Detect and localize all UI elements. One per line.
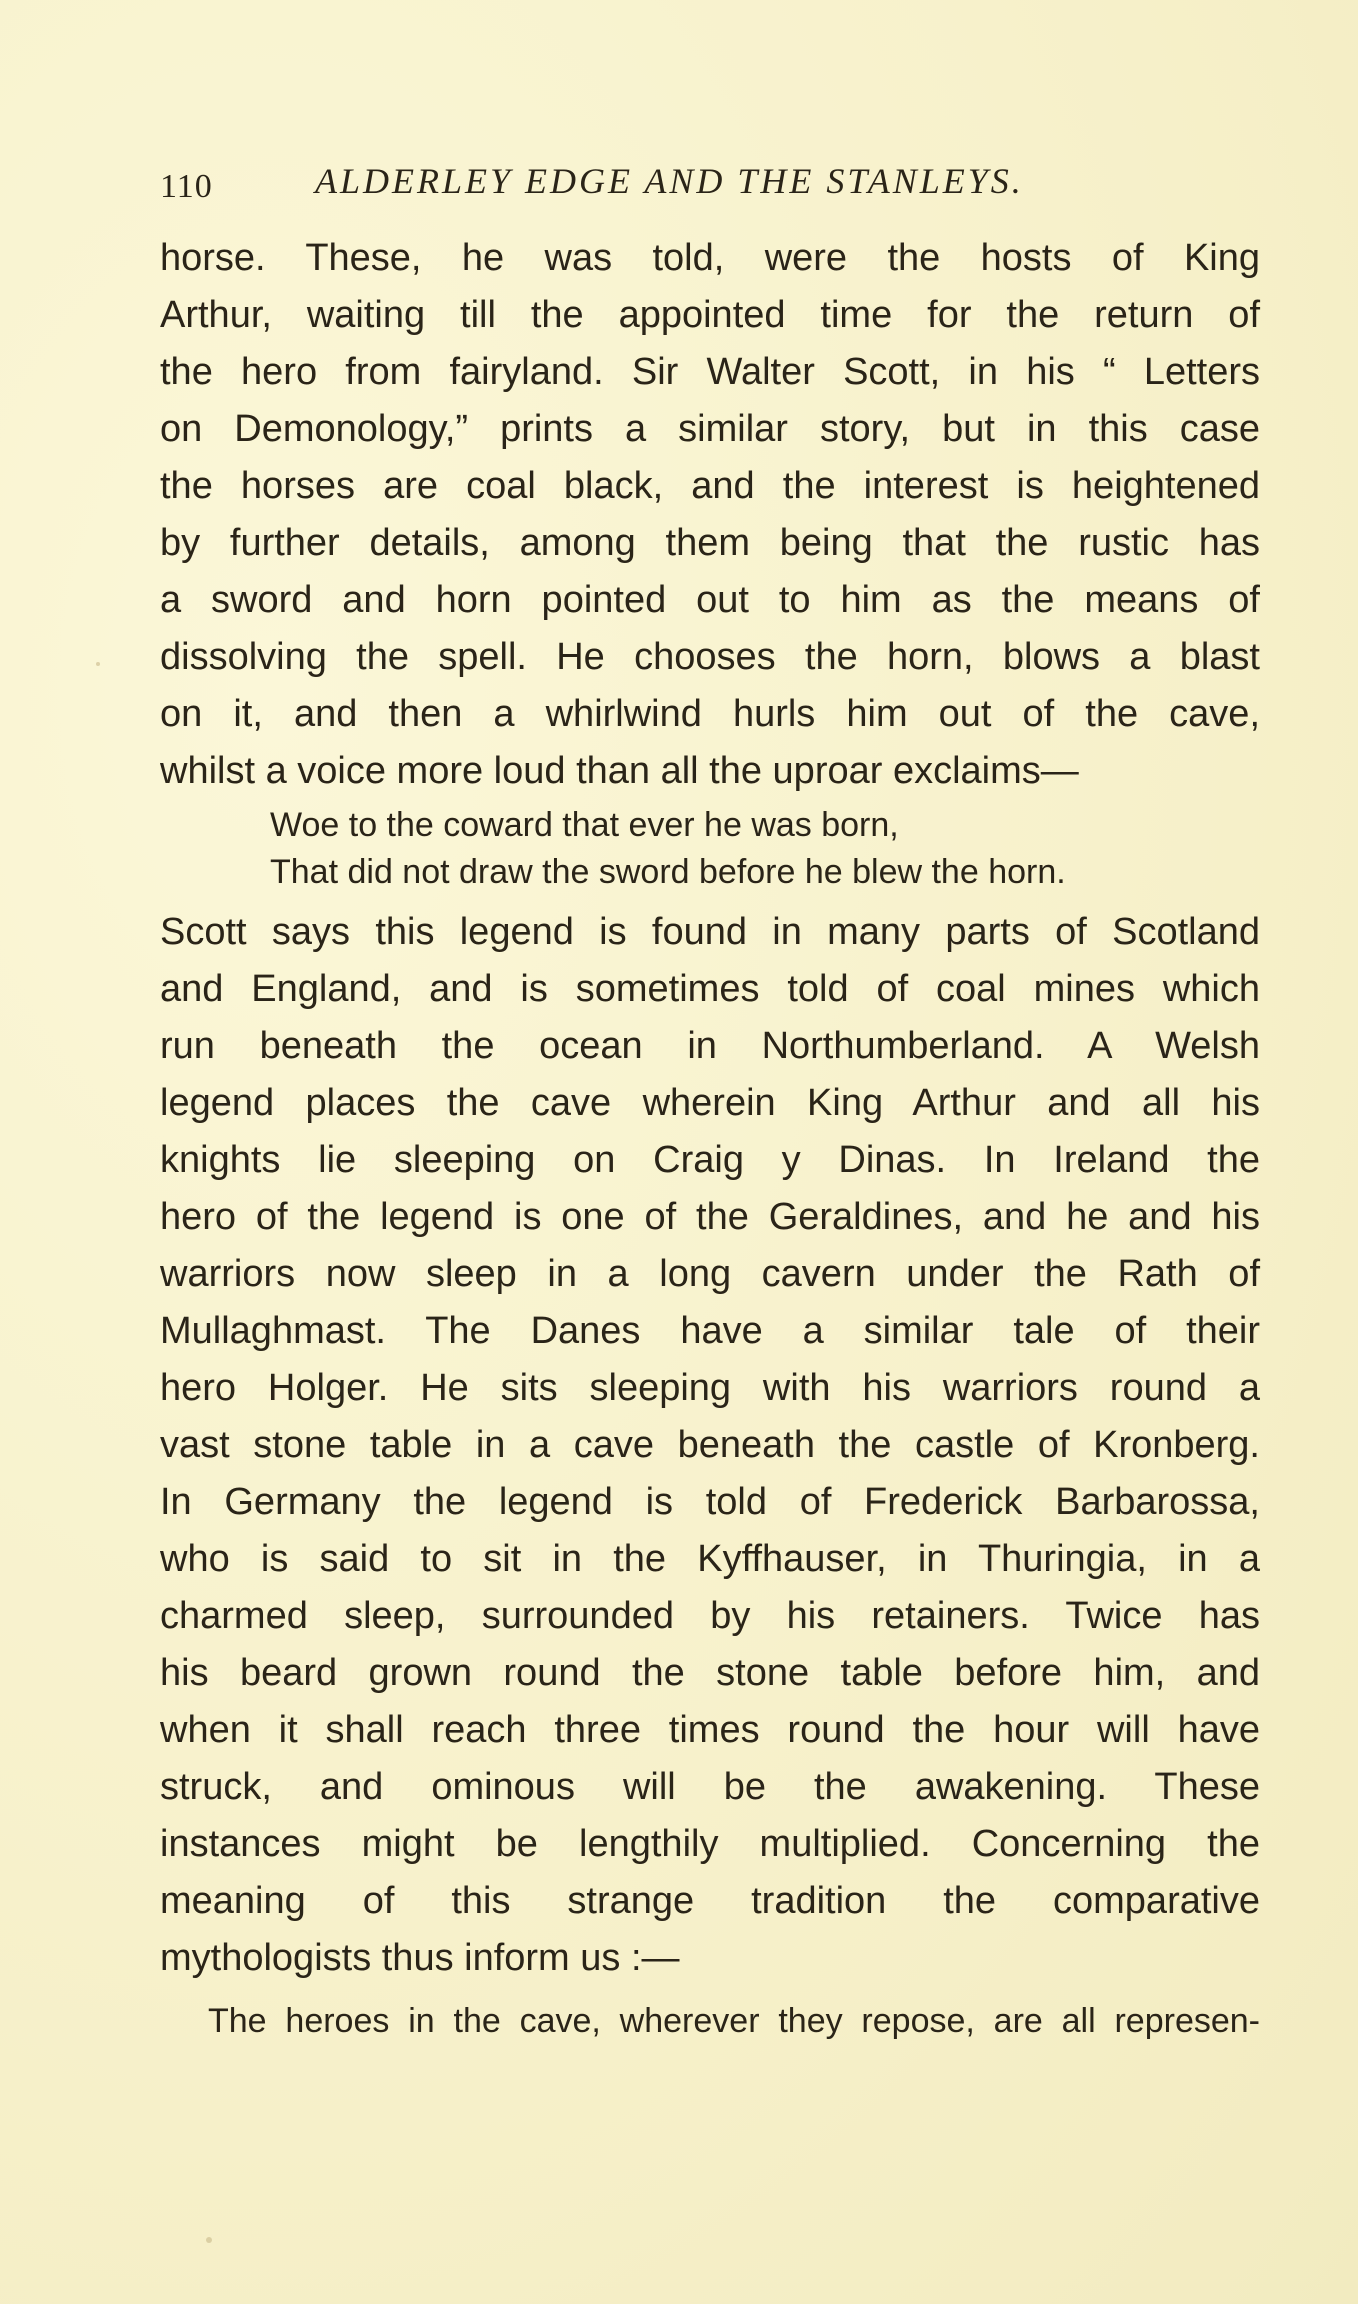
running-title: ALDERLEY EDGE AND THE STANLEYS. [315,161,1024,201]
paragraph-2 [160,904,1260,1987]
text-line: Scott says this legend is found in many parts of Scotland [160,911,1260,953]
text-line: Arthur, waiting till the appointed time for the return of [160,294,1260,336]
text-line: and England, and is sometimes told of coal mines which [160,968,1260,1010]
paper-speck [206,2237,212,2243]
text-line: charmed sleep, surrounded by his retainers. Twice has [160,1595,1260,1637]
paper-speck [96,662,100,666]
block-quote-start: The heroes in the cave, wherever they repose, are all represen- [208,2002,1260,2040]
text-line: Mullaghmast. The Danes have a similar tale of their [160,1310,1260,1352]
text-line: who is said to sit in the Kyffhauser, in Thuringia, in a [160,1538,1260,1580]
text-line: run beneath the ocean in Northumberland. A Welsh [160,1025,1260,1067]
text-line: on Demonology,” prints a similar story, but in this case [160,408,1260,450]
text-line: the hero from fairyland. Sir Walter Scott, in his “ Letters [160,351,1260,393]
paragraph-1 [160,230,1260,800]
text-line: meaning of this strange tradition the comparative [160,1880,1260,1922]
text-line: In Germany the legend is told of Frederick Barbarossa, [160,1481,1260,1523]
text-line: instances might be lengthily multiplied. Concerning the [160,1823,1260,1865]
running-head [160,160,1260,210]
text-line: his beard grown round the stone table before him, and [160,1652,1260,1694]
text-line: hero Holger. He sits sleeping with his warriors round a [160,1367,1260,1409]
text-line: dissolving the spell. He chooses the horn, blows a blast [160,636,1260,678]
text-line: on it, and then a whirlwind hurls him out of the cave, [160,693,1260,735]
verse-line: That did not draw the sword before he blew the horn. [270,853,1066,891]
text-line: hero of the legend is one of the Geraldines, and he and his [160,1196,1260,1238]
text-line: the horses are coal black, and the interest is heightened [160,465,1260,507]
text-line: vast stone table in a cave beneath the castle of Kronberg. [160,1424,1260,1466]
text-line: struck, and ominous will be the awakening. These [160,1766,1260,1808]
verse-quote [270,802,1260,896]
text-line: by further details, among them being that the rustic has [160,522,1260,564]
text-line: legend places the cave wherein King Arthur and all his [160,1082,1260,1124]
text-line: a sword and horn pointed out to him as the means of [160,579,1260,621]
page-body [160,230,1260,2050]
text-line: knights lie sleeping on Craig y Dinas. In Ireland the [160,1139,1260,1181]
text-line: mythologists thus inform us :— [160,1937,680,1979]
text-line: whilst a voice more loud than all the uproar exclaims— [160,750,1079,792]
page-number: 110 [160,168,213,205]
text-line: when it shall reach three times round the hour will have [160,1709,1260,1751]
text-line: warriors now sleep in a long cavern under the Rath of [160,1253,1260,1295]
text-line: horse. These, he was told, were the hosts of King [160,237,1260,279]
verse-line: Woe to the coward that ever he was born, [270,806,899,844]
